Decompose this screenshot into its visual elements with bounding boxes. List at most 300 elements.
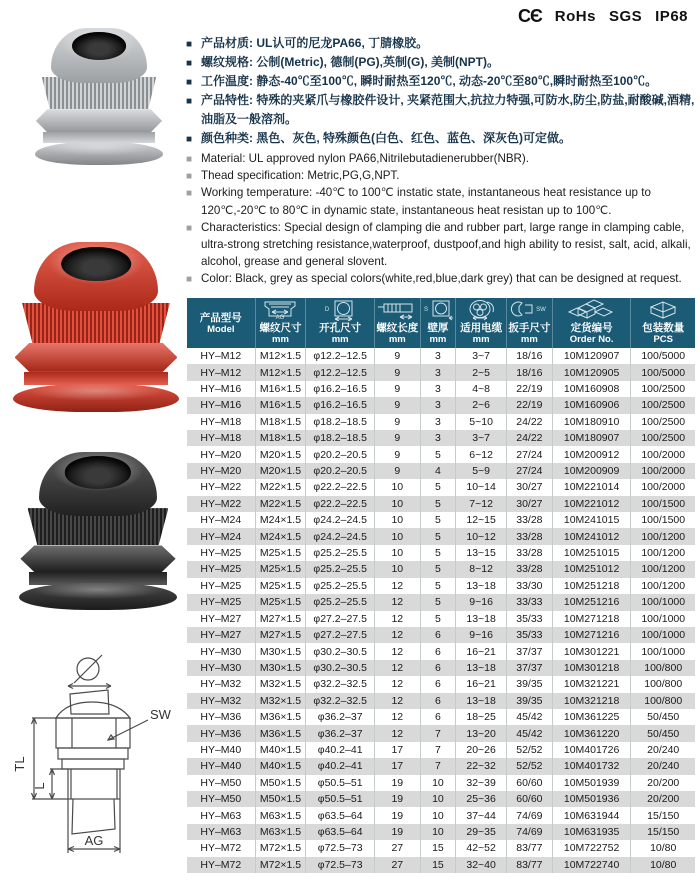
table-cell: M22×1.5	[256, 479, 307, 495]
diameter-symbol-icon	[74, 655, 102, 683]
table-row	[187, 446, 695, 462]
dimension-drawing	[8, 646, 183, 871]
table-cell: φ22.2–22.5	[306, 496, 375, 512]
table-cell: M12×1.5	[256, 364, 307, 380]
table-cell: 12	[375, 578, 421, 594]
table-row	[187, 512, 695, 528]
table-cell: 22~32	[456, 758, 507, 774]
table-cell: 19	[375, 824, 421, 840]
table-cell: 15/150	[647, 825, 680, 838]
col-label: 扳手尺寸	[508, 322, 551, 334]
table-row	[187, 381, 695, 397]
l-label: L	[32, 782, 47, 790]
bullet-item: ■ 工作温度: 静态-40℃至100℃, 瞬时耐热至120℃, 动态-20℃至80℃,瞬时耐热至100℃。	[186, 72, 696, 91]
table-cell: 100/2000	[641, 481, 686, 494]
table-cell: 27	[375, 840, 421, 856]
table-cell: M24×1.5	[256, 512, 307, 528]
table-cell: 7	[421, 725, 457, 741]
table-cell: 10	[375, 496, 421, 512]
table-cell: 100/2000	[641, 465, 686, 478]
table-cell: 27/24	[507, 446, 553, 462]
col-header-cable-range	[456, 298, 507, 348]
table-cell: M24×1.5	[256, 528, 307, 544]
col-label: 开孔尺寸	[319, 322, 362, 334]
table-cell: 10M221014	[553, 479, 632, 495]
table-cell: 10M160908	[553, 381, 632, 397]
table-cell: HY–M72	[187, 857, 256, 873]
table-cell: M25×1.5	[256, 545, 307, 561]
table-cell: 10M251216	[553, 594, 632, 610]
gland-hole	[72, 32, 126, 60]
table-cell: 12	[375, 676, 421, 692]
table-cell: 12	[375, 693, 421, 709]
table-cell: HY–M63	[187, 807, 256, 823]
spec-table	[187, 298, 695, 873]
table-cell: 33/28	[507, 512, 553, 528]
table-cell: 22/19	[507, 397, 553, 413]
english-spec-list	[186, 150, 696, 288]
col-header-wall-thickness	[421, 298, 457, 348]
table-cell: 22/19	[507, 381, 553, 397]
table-cell: φ16.2–16.5	[306, 381, 375, 397]
table-cell: 37~44	[456, 807, 507, 823]
ag-label: AG	[84, 833, 104, 848]
col-sublabel: Model	[207, 323, 235, 335]
table-cell: 4~8	[456, 381, 507, 397]
table-row	[187, 627, 695, 643]
col-header-thread-length	[375, 298, 421, 348]
table-cell: φ63.5–64	[306, 824, 375, 840]
table-row	[187, 643, 695, 659]
table-cell: 10M271218	[553, 611, 632, 627]
table-cell: 3	[421, 364, 457, 380]
table-row	[187, 545, 695, 561]
table-cell: 19	[375, 775, 421, 791]
table-cell: 7~12	[456, 496, 507, 512]
ce-mark-icon: CЄ	[517, 6, 542, 26]
table-cell: 50/450	[647, 727, 680, 740]
table-row	[187, 676, 695, 692]
bullet-item: ■ Color: Black, grey as special colors(white,red,blue,dark grey) that can be designed at request.	[186, 270, 696, 287]
table-cell: HY–M12	[187, 364, 256, 380]
table-cell: 5	[421, 496, 457, 512]
tl-label: TL	[12, 756, 27, 772]
table-cell: 100/2500	[641, 399, 686, 412]
table-row	[187, 479, 695, 495]
table-cell: HY–M36	[187, 725, 256, 741]
col-sublabel: Order No.	[569, 334, 614, 345]
table-cell: 10M401732	[553, 758, 632, 774]
table-cell: φ27.2–27.5	[306, 627, 375, 643]
table-cell: M32×1.5	[256, 693, 307, 709]
table-cell: M12×1.5	[256, 348, 307, 364]
table-cell: 6	[421, 643, 457, 659]
table-cell: 6~12	[456, 446, 507, 462]
table-cell: 100/5000	[641, 350, 686, 363]
table-cell: M63×1.5	[256, 824, 307, 840]
table-cell: 13~20	[456, 725, 507, 741]
table-cell: 12	[375, 627, 421, 643]
table-cell: 5~9	[456, 463, 507, 479]
table-cell: 32~40	[456, 857, 507, 873]
table-cell: M20×1.5	[256, 446, 307, 462]
table-cell: 9	[375, 381, 421, 397]
table-cell: 10M501939	[553, 775, 632, 791]
cable-icon	[463, 299, 499, 321]
col-header-hole-size	[306, 298, 375, 348]
table-cell: 100/1500	[641, 514, 686, 527]
bullet-item: ■ Characteristics: Special design of clamping die and rubber part, large range in clamping cable, ultra-strong stretching resistance,waterproof, dustpoof,and high ability to resist, salt, acid, alkali, alcohol, grease and general slovent.	[186, 219, 696, 271]
table-cell: 3	[421, 430, 457, 446]
table-cell: HY–M16	[187, 397, 256, 413]
table-cell: 100/1000	[641, 596, 686, 609]
table-cell: 5	[421, 545, 457, 561]
table-cell: 10M251012	[553, 561, 632, 577]
table-cell: M27×1.5	[256, 611, 307, 627]
table-cell: HY–M25	[187, 594, 256, 610]
table-cell: 10M501936	[553, 791, 632, 807]
table-cell: 100/1000	[641, 612, 686, 625]
gland-cap	[34, 242, 158, 311]
rohs-mark: RoHs	[554, 8, 596, 25]
table-cell: φ36.2–37	[306, 725, 375, 741]
table-cell: 10/80	[650, 842, 677, 855]
table-cell: 6	[421, 709, 457, 725]
table-cell: φ20.2–20.5	[306, 463, 375, 479]
table-cell: 24/22	[507, 430, 553, 446]
table-cell: 2~6	[456, 397, 507, 413]
chinese-spec-list	[186, 34, 696, 148]
svg-text:AG: AG	[276, 315, 285, 321]
table-row	[187, 758, 695, 774]
table-cell: 10	[421, 791, 457, 807]
table-cell: 7	[421, 742, 457, 758]
table-row	[187, 463, 695, 479]
table-cell: 100/2500	[641, 383, 686, 396]
table-cell: 42~52	[456, 840, 507, 856]
table-cell: φ30.2–30.5	[306, 643, 375, 659]
table-row	[187, 364, 695, 380]
table-cell: 18/16	[507, 348, 553, 364]
table-cell: φ32.2–32.5	[306, 676, 375, 692]
table-cell: HY–M50	[187, 791, 256, 807]
table-cell: 10M180910	[553, 414, 632, 430]
table-cell: 17	[375, 758, 421, 774]
table-cell: 33/28	[507, 528, 553, 544]
table-cell: HY–M40	[187, 758, 256, 774]
table-cell: 100/1000	[641, 645, 686, 658]
table-cell: 33/28	[507, 545, 553, 561]
table-cell: 10M160906	[553, 397, 632, 413]
table-cell: M25×1.5	[256, 594, 307, 610]
bullet-item: ■ 颜色种类: 黑色、灰色, 特殊颜色(白色、红色、蓝色、深灰色)可定做。	[186, 129, 696, 148]
table-cell: 100/2000	[641, 448, 686, 461]
table-cell: 7	[421, 758, 457, 774]
table-cell: 10M401726	[553, 742, 632, 758]
table-row	[187, 791, 695, 807]
table-cell: HY–M24	[187, 528, 256, 544]
table-cell: HY–M25	[187, 561, 256, 577]
col-header-thread-size	[256, 298, 307, 348]
bullet-item: ■ 产品材质: UL认可的尼龙PA66, 丁腈橡胶。	[186, 34, 696, 53]
sgs-mark: SGS	[608, 8, 643, 25]
table-cell: 10M361225	[553, 709, 632, 725]
table-cell: 27	[375, 857, 421, 873]
table-cell: 10~12	[456, 528, 507, 544]
table-cell: φ24.2–24.5	[306, 512, 375, 528]
table-cell: 10M180907	[553, 430, 632, 446]
table-cell: HY–M27	[187, 611, 256, 627]
table-cell: 100/800	[644, 694, 683, 707]
thread-length-icon	[376, 299, 418, 321]
table-cell: HY–M22	[187, 479, 256, 495]
table-cell: 100/800	[644, 678, 683, 691]
table-cell: M18×1.5	[256, 430, 307, 446]
table-cell: HY–M32	[187, 676, 256, 692]
table-cell: HY–M16	[187, 381, 256, 397]
table-cell: 6	[421, 676, 457, 692]
col-label: 定货编号	[570, 322, 613, 334]
hole-size-icon	[319, 299, 361, 321]
col-header-wrench-size	[507, 298, 553, 348]
table-cell: 10M722740	[553, 857, 632, 873]
table-cell: 37/37	[507, 660, 553, 676]
table-cell: 9~16	[456, 594, 507, 610]
table-cell: 10~14	[456, 479, 507, 495]
col-sublabel: mm	[331, 334, 349, 345]
table-cell: φ50.5–51	[306, 775, 375, 791]
table-cell: 9	[375, 348, 421, 364]
table-cell: M20×1.5	[256, 463, 307, 479]
table-cell: 45/42	[507, 709, 553, 725]
table-cell: 10	[421, 775, 457, 791]
gland-cap	[51, 28, 147, 83]
product-photo-red-gland	[12, 242, 180, 434]
table-cell: 20~26	[456, 742, 507, 758]
table-cell: 83/77	[507, 840, 553, 856]
table-cell: 5~10	[456, 414, 507, 430]
table-cell: 13~15	[456, 545, 507, 561]
col-label: 壁厚	[427, 322, 449, 334]
table-cell: HY–M63	[187, 824, 256, 840]
table-cell: 16~21	[456, 676, 507, 692]
table-cell: 6	[421, 660, 457, 676]
table-cell: 100/1200	[641, 547, 686, 560]
bullet-item: ■ 产品特性: 特殊的夹紧爪与橡胶件设计, 夹紧范围大,抗拉力特强,可防水,防尘,防盐,耐酸碱,酒精,油脂及一般溶剂。	[186, 91, 696, 129]
gland-cap	[39, 452, 157, 516]
svg-text:D: D	[324, 307, 330, 313]
table-cell: 10M221012	[553, 496, 632, 512]
gland-hole	[65, 456, 131, 488]
table-cell: HY–M36	[187, 709, 256, 725]
table-cell: 35/33	[507, 611, 553, 627]
table-row	[187, 578, 695, 594]
table-row	[187, 840, 695, 856]
table-cell: HY–M30	[187, 643, 256, 659]
gland-flange	[13, 384, 179, 413]
table-cell: 50/450	[647, 711, 680, 724]
table-cell: M22×1.5	[256, 496, 307, 512]
table-cell: M50×1.5	[256, 775, 307, 791]
table-cell: M16×1.5	[256, 397, 307, 413]
table-cell: φ20.2–20.5	[306, 446, 375, 462]
table-cell: 100/800	[644, 661, 683, 674]
table-cell: 15	[421, 840, 457, 856]
table-row	[187, 594, 695, 610]
sw-label: SW	[150, 707, 171, 722]
table-cell: 13~18	[456, 611, 507, 627]
col-sublabel: PCS	[653, 334, 673, 345]
table-row	[187, 561, 695, 577]
table-cell: 12	[375, 709, 421, 725]
table-cell: HY–M27	[187, 627, 256, 643]
table-cell: 20/200	[647, 776, 680, 789]
table-cell: 3	[421, 414, 457, 430]
table-row	[187, 709, 695, 725]
table-cell: M63×1.5	[256, 807, 307, 823]
table-row	[187, 857, 695, 873]
table-cell: 83/77	[507, 857, 553, 873]
table-cell: HY–M50	[187, 775, 256, 791]
table-cell: 39/35	[507, 676, 553, 692]
table-cell: 33/28	[507, 561, 553, 577]
table-cell: 33/33	[507, 594, 553, 610]
table-cell: M16×1.5	[256, 381, 307, 397]
table-row	[187, 496, 695, 512]
col-sublabel: mm	[272, 334, 289, 345]
table-cell: φ16.2–16.5	[306, 397, 375, 413]
table-cell: 10M120907	[553, 348, 632, 364]
table-cell: HY–M40	[187, 742, 256, 758]
table-cell: 5	[421, 512, 457, 528]
table-cell: 37/37	[507, 643, 553, 659]
table-cell: 100/1000	[641, 629, 686, 642]
table-cell: 10	[421, 824, 457, 840]
table-cell: 33/30	[507, 578, 553, 594]
table-cell: 10M301221	[553, 643, 632, 659]
table-cell: 2~5	[456, 364, 507, 380]
col-header-order-no	[553, 298, 632, 348]
table-cell: 10M722752	[553, 840, 632, 856]
col-label: 产品型号	[199, 311, 242, 324]
table-cell: 3~7	[456, 348, 507, 364]
table-cell: 3	[421, 381, 457, 397]
table-cell: 5	[421, 611, 457, 627]
product-photo-grey-gland	[34, 28, 164, 182]
table-cell: 12	[375, 725, 421, 741]
table-cell: φ24.2–24.5	[306, 528, 375, 544]
table-cell: φ32.2–32.5	[306, 693, 375, 709]
table-cell: 10	[375, 479, 421, 495]
table-cell: φ12.2–12.5	[306, 364, 375, 380]
table-cell: 100/1200	[641, 563, 686, 576]
bullet-item: ■ Working temperature: -40℃ to 100℃ instatic state, instantaneous heat resistance up to 120℃,-20℃ to 80℃ in dynamic state, instantaneous heat resistan up to 100℃.	[186, 184, 696, 218]
table-cell: 10M301218	[553, 660, 632, 676]
table-row	[187, 397, 695, 413]
table-cell: HY–M20	[187, 446, 256, 462]
thread-size-icon	[259, 299, 301, 321]
table-cell: M72×1.5	[256, 857, 307, 873]
col-label: 适用电缆	[460, 322, 503, 334]
table-cell: 10	[375, 512, 421, 528]
table-cell: M72×1.5	[256, 840, 307, 856]
table-row	[187, 348, 695, 364]
table-cell: M40×1.5	[256, 758, 307, 774]
table-cell: 25~36	[456, 791, 507, 807]
table-cell: HY–M25	[187, 578, 256, 594]
table-cell: φ12.2–12.5	[306, 348, 375, 364]
table-cell: 9	[375, 364, 421, 380]
col-header-model	[187, 298, 256, 348]
table-cell: 5	[421, 528, 457, 544]
table-cell: 52/52	[507, 758, 553, 774]
table-cell: 10M241015	[553, 512, 632, 528]
table-cell: 12	[375, 594, 421, 610]
table-cell: 3	[421, 397, 457, 413]
table-cell: HY–M18	[187, 414, 256, 430]
table-cell: 13~18	[456, 660, 507, 676]
table-cell: 18~25	[456, 709, 507, 725]
table-cell: 10M321218	[553, 693, 632, 709]
table-cell: M25×1.5	[256, 578, 307, 594]
table-cell: HY–M12	[187, 348, 256, 364]
bullet-item: ■ Thead specification: Metric,PG,G,NPT.	[186, 167, 696, 184]
table-cell: 60/60	[507, 791, 553, 807]
table-cell: 10M361220	[553, 725, 632, 741]
table-row	[187, 430, 695, 446]
carton-stack-icon	[564, 299, 620, 321]
bullet-item: ■ 螺纹规格: 公制(Metric), 德制(PG),英制(G), 美制(NPT)。	[186, 53, 696, 72]
table-cell: 18/16	[507, 364, 553, 380]
table-row	[187, 528, 695, 544]
table-cell: 9	[375, 446, 421, 462]
table-row	[187, 414, 695, 430]
table-cell: 15/150	[647, 809, 680, 822]
col-sublabel: mm	[388, 334, 406, 345]
table-cell: HY–M25	[187, 545, 256, 561]
table-cell: 35/33	[507, 627, 553, 643]
table-cell: φ25.2–25.5	[306, 545, 375, 561]
table-cell: 20/240	[647, 760, 680, 773]
table-cell: M36×1.5	[256, 709, 307, 725]
table-cell: 3	[421, 348, 457, 364]
table-cell: M25×1.5	[256, 561, 307, 577]
table-cell: 100/1500	[641, 497, 686, 510]
table-cell: 9~16	[456, 627, 507, 643]
table-row	[187, 660, 695, 676]
table-cell: M27×1.5	[256, 627, 307, 643]
table-row	[187, 807, 695, 823]
table-cell: 12	[375, 660, 421, 676]
table-cell: 100/2500	[641, 415, 686, 428]
table-cell: φ18.2–18.5	[306, 430, 375, 446]
table-cell: 17	[375, 742, 421, 758]
table-cell: 100/5000	[641, 366, 686, 379]
svg-text:SW: SW	[536, 307, 547, 313]
table-cell: 4	[421, 463, 457, 479]
table-cell: 10M251218	[553, 578, 632, 594]
col-sublabel: mm	[429, 334, 447, 345]
table-cell: 39/35	[507, 693, 553, 709]
table-cell: φ63.5–64	[306, 807, 375, 823]
table-cell: 10/80	[650, 858, 677, 871]
table-cell: 9	[375, 397, 421, 413]
table-cell: 9	[375, 430, 421, 446]
table-cell: 10	[421, 807, 457, 823]
table-cell: 100/2500	[641, 432, 686, 445]
table-cell: M32×1.5	[256, 676, 307, 692]
table-cell: 20/200	[647, 793, 680, 806]
